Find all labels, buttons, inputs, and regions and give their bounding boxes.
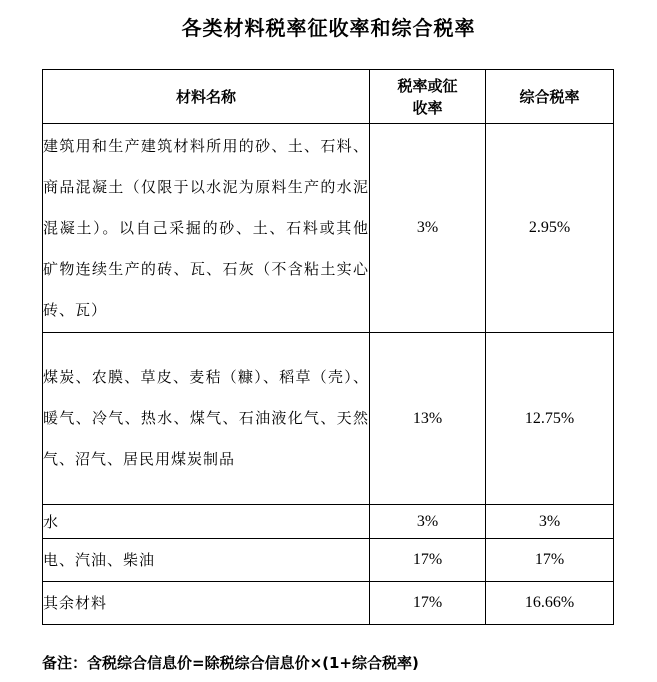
table-header-row xyxy=(43,70,614,124)
table-row xyxy=(43,582,614,625)
tax-rate-cell: 3% xyxy=(370,505,486,539)
tax-rate-cell: 13% xyxy=(370,333,486,505)
material-name-cell: 电、汽油、柴油 xyxy=(43,539,370,582)
tax-rate-table xyxy=(42,69,614,625)
combined-rate-cell: 3% xyxy=(486,505,614,539)
combined-rate-cell: 12.75% xyxy=(486,333,614,505)
combined-rate-cell: 2.95% xyxy=(486,124,614,333)
table-row xyxy=(43,124,614,333)
material-name-cell: 煤炭、农膜、草皮、麦秸（糠）、稻草（壳）、暖气、冷气、热水、煤气、石油液化气、天然气、沼气、居民用煤炭制品 xyxy=(43,333,370,505)
tax-rate-cell: 3% xyxy=(370,124,486,333)
table-row xyxy=(43,539,614,582)
tax-rate-cell: 17% xyxy=(370,539,486,582)
footnote: 备注：含税综合信息价=除税综合信息价×(1+综合税率) xyxy=(42,654,419,672)
header-material-name: 材料名称 xyxy=(43,70,370,124)
combined-rate-cell: 17% xyxy=(486,539,614,582)
material-name-cell: 水 xyxy=(43,505,370,539)
document-title: 各类材料税率征收率和综合税率 xyxy=(181,16,476,40)
header-tax-rate: 税率或征收率 xyxy=(370,70,486,124)
material-name-cell: 建筑用和生产建筑材料所用的砂、土、石料、商品混凝土（仅限于以水泥为原料生产的水泥混凝土）。以自己采掘的砂、土、石料或其他矿物连续生产的砖、瓦、石灰（不含粘土实心砖、瓦） xyxy=(43,124,370,333)
tax-rate-cell: 17% xyxy=(370,582,486,625)
header-combined-rate: 综合税率 xyxy=(486,70,614,124)
table-row xyxy=(43,505,614,539)
table-row xyxy=(43,333,614,505)
material-name-cell: 其余材料 xyxy=(43,582,370,625)
combined-rate-cell: 16.66% xyxy=(486,582,614,625)
